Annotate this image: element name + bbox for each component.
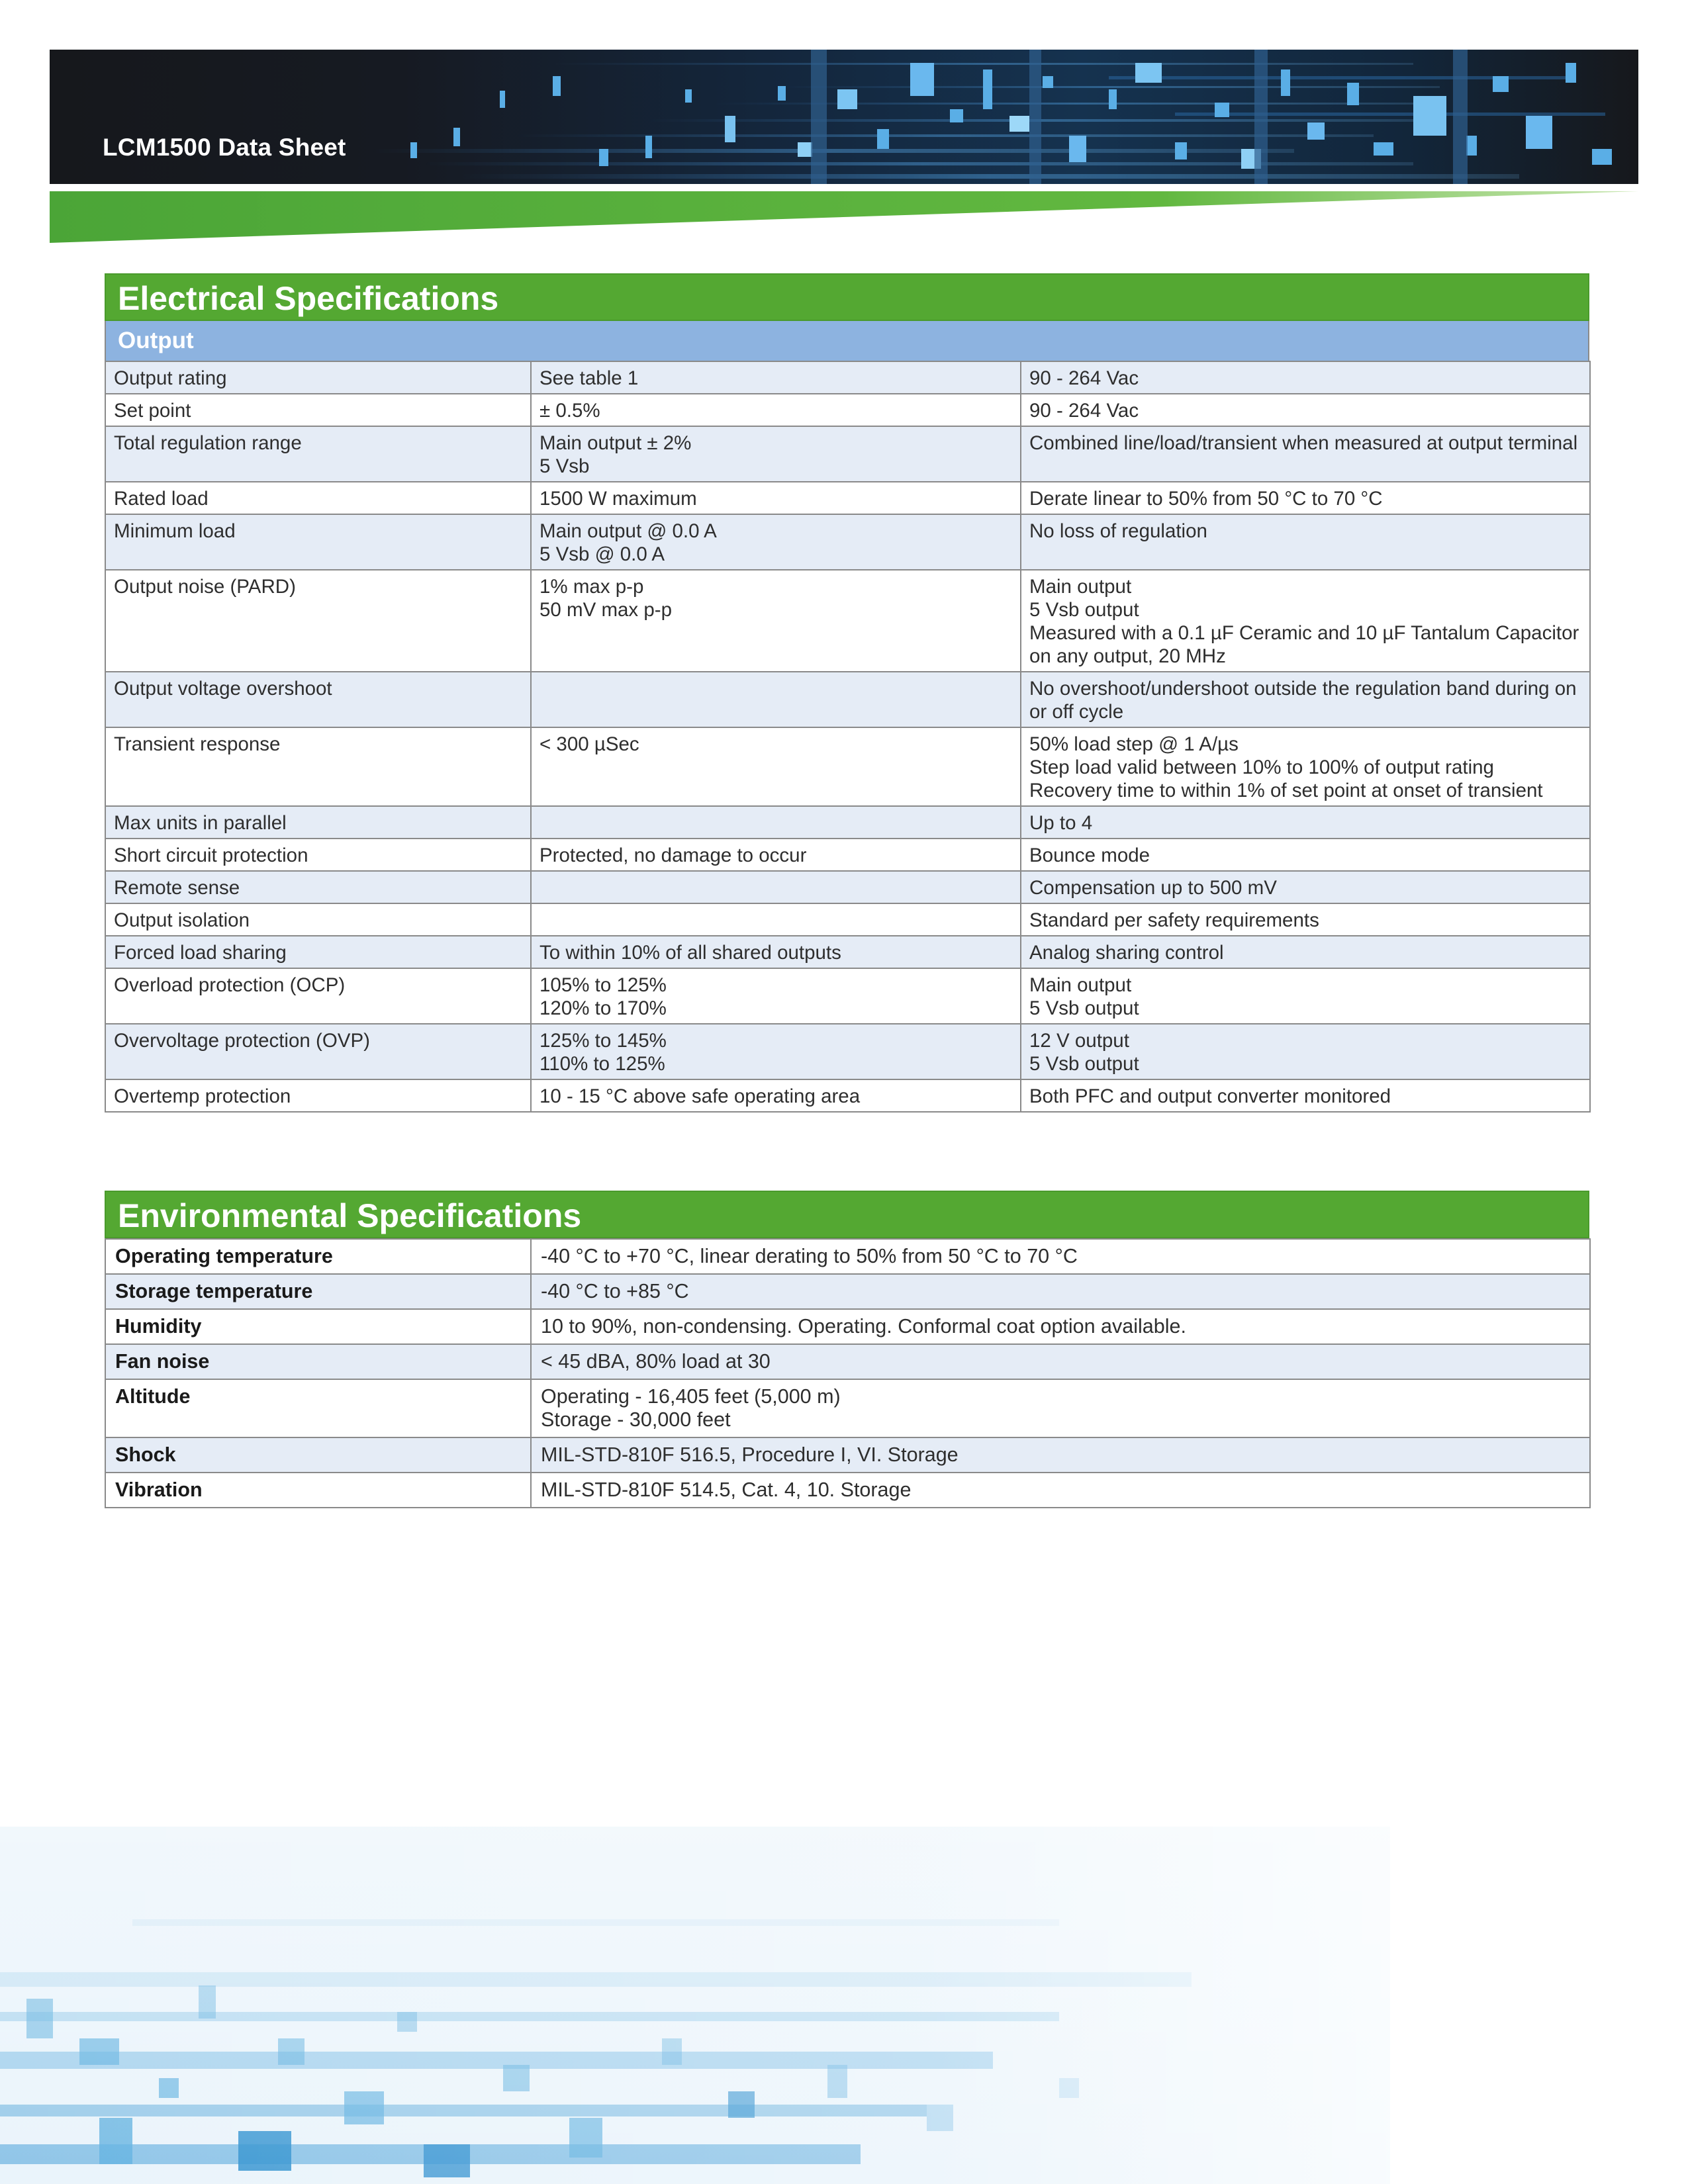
env-value-cell: MIL-STD-810F 516.5, Procedure I, VI. Storage [531,1437,1590,1473]
spec-value-cell: Protected, no damage to occur [531,839,1021,871]
table-row [105,806,1590,839]
table-row [105,903,1590,936]
banner-circuit-graphic [50,50,1638,184]
env-parameter-cell: Vibration [105,1473,531,1508]
spec-notes-cell: 12 V output 5 Vsb output [1021,1024,1590,1079]
spec-parameter-cell: Max units in parallel [105,806,531,839]
table-row [105,1344,1590,1379]
spec-parameter-cell: Output rating [105,361,531,394]
table-row [105,1024,1590,1079]
spec-notes-cell: 90 - 264 Vac [1021,361,1590,394]
table-row [105,394,1590,426]
spec-value-cell: See table 1 [531,361,1021,394]
table-row [105,1473,1590,1508]
spec-value-cell: Main output @ 0.0 A 5 Vsb @ 0.0 A [531,514,1021,570]
table-row [105,1079,1590,1112]
env-parameter-cell: Altitude [105,1379,531,1437]
spec-value-cell [531,903,1021,936]
spec-notes-cell: Analog sharing control [1021,936,1590,968]
table-row [105,1379,1590,1437]
spec-parameter-cell: Minimum load [105,514,531,570]
spec-value-cell: Main output ± 2% 5 Vsb [531,426,1021,482]
spec-parameter-cell: Overload protection (OCP) [105,968,531,1024]
env-parameter-cell: Operating temperature [105,1239,531,1274]
electrical-section-title: Electrical Specifications [105,273,1589,321]
spec-value-cell [531,672,1021,727]
table-row [105,936,1590,968]
table-row [105,1437,1590,1473]
environmental-spec-table [105,1238,1591,1508]
table-row [105,727,1590,806]
env-parameter-cell: Shock [105,1437,531,1473]
spec-notes-cell: No overshoot/undershoot outside the regulation band during on or off cycle [1021,672,1590,727]
table-row [105,839,1590,871]
green-accent-stripe [50,189,1638,243]
spec-value-cell: 10 - 15 °C above safe operating area [531,1079,1021,1112]
spec-parameter-cell: Total regulation range [105,426,531,482]
spec-notes-cell: No loss of regulation [1021,514,1590,570]
spec-notes-cell: Both PFC and output converter monitored [1021,1079,1590,1112]
spec-value-cell: 1500 W maximum [531,482,1021,514]
spec-parameter-cell: Set point [105,394,531,426]
env-value-cell: -40 °C to +85 °C [531,1274,1590,1309]
env-parameter-cell: Fan noise [105,1344,531,1379]
spec-value-cell: 125% to 145% 110% to 125% [531,1024,1021,1079]
electrical-spec-table [105,361,1591,1113]
spec-parameter-cell: Output isolation [105,903,531,936]
env-value-cell: Operating - 16,405 feet (5,000 m) Storage - 30,000 feet [531,1379,1590,1437]
spec-notes-cell: 90 - 264 Vac [1021,394,1590,426]
header-banner [50,50,1638,184]
env-value-cell: 10 to 90%, non-condensing. Operating. Conformal coat option available. [531,1309,1590,1344]
table-row [105,672,1590,727]
spec-notes-cell: Combined line/load/transient when measured at output terminal [1021,426,1590,482]
spec-notes-cell: Compensation up to 500 mV [1021,871,1590,903]
spec-notes-cell: Bounce mode [1021,839,1590,871]
environmental-section-title: Environmental Specifications [105,1191,1589,1238]
spec-notes-cell: 50% load step @ 1 A/µs Step load valid between 10% to 100% of output rating Recovery time to within 1% of set point at onset of transient [1021,727,1590,806]
spec-parameter-cell: Overvoltage protection (OVP) [105,1024,531,1079]
table-row [105,482,1590,514]
spec-parameter-cell: Transient response [105,727,531,806]
spec-parameter-cell: Output noise (PARD) [105,570,531,672]
output-subsection-title: Output [105,321,1589,361]
table-row [105,426,1590,482]
spec-value-cell: 105% to 125% 120% to 170% [531,968,1021,1024]
spec-notes-cell: Derate linear to 50% from 50 °C to 70 °C [1021,482,1590,514]
spec-notes-cell: Standard per safety requirements [1021,903,1590,936]
spec-value-cell [531,871,1021,903]
env-parameter-cell: Storage temperature [105,1274,531,1309]
spec-notes-cell: Up to 4 [1021,806,1590,839]
env-value-cell: < 45 dBA, 80% load at 30 [531,1344,1590,1379]
spec-notes-cell: Main output 5 Vsb output Measured with a 0.1 µF Ceramic and 10 µF Tantalum Capacitor on any output, 20 MHz [1021,570,1590,672]
spec-value-cell: ± 0.5% [531,394,1021,426]
table-row [105,570,1590,672]
spec-parameter-cell: Forced load sharing [105,936,531,968]
table-row [105,1274,1590,1309]
env-parameter-cell: Humidity [105,1309,531,1344]
table-row [105,514,1590,570]
spec-parameter-cell: Output voltage overshoot [105,672,531,727]
electrical-specifications-section [105,273,1589,1113]
footer-circuit-graphic [0,1575,1688,2184]
table-row [105,1239,1590,1274]
table-row [105,361,1590,394]
environmental-specifications-section [105,1191,1589,1508]
document-title: LCM1500 Data Sheet [103,134,346,161]
spec-parameter-cell: Short circuit protection [105,839,531,871]
table-row [105,968,1590,1024]
spec-parameter-cell: Remote sense [105,871,531,903]
env-value-cell: MIL-STD-810F 514.5, Cat. 4, 10. Storage [531,1473,1590,1508]
spec-value-cell [531,806,1021,839]
spec-notes-cell: Main output 5 Vsb output [1021,968,1590,1024]
spec-value-cell: 1% max p-p 50 mV max p-p [531,570,1021,672]
table-row [105,871,1590,903]
spec-parameter-cell: Overtemp protection [105,1079,531,1112]
spec-value-cell: To within 10% of all shared outputs [531,936,1021,968]
spec-value-cell: < 300 µSec [531,727,1021,806]
table-row [105,1309,1590,1344]
spec-parameter-cell: Rated load [105,482,531,514]
env-value-cell: -40 °C to +70 °C, linear derating to 50% from 50 °C to 70 °C [531,1239,1590,1274]
